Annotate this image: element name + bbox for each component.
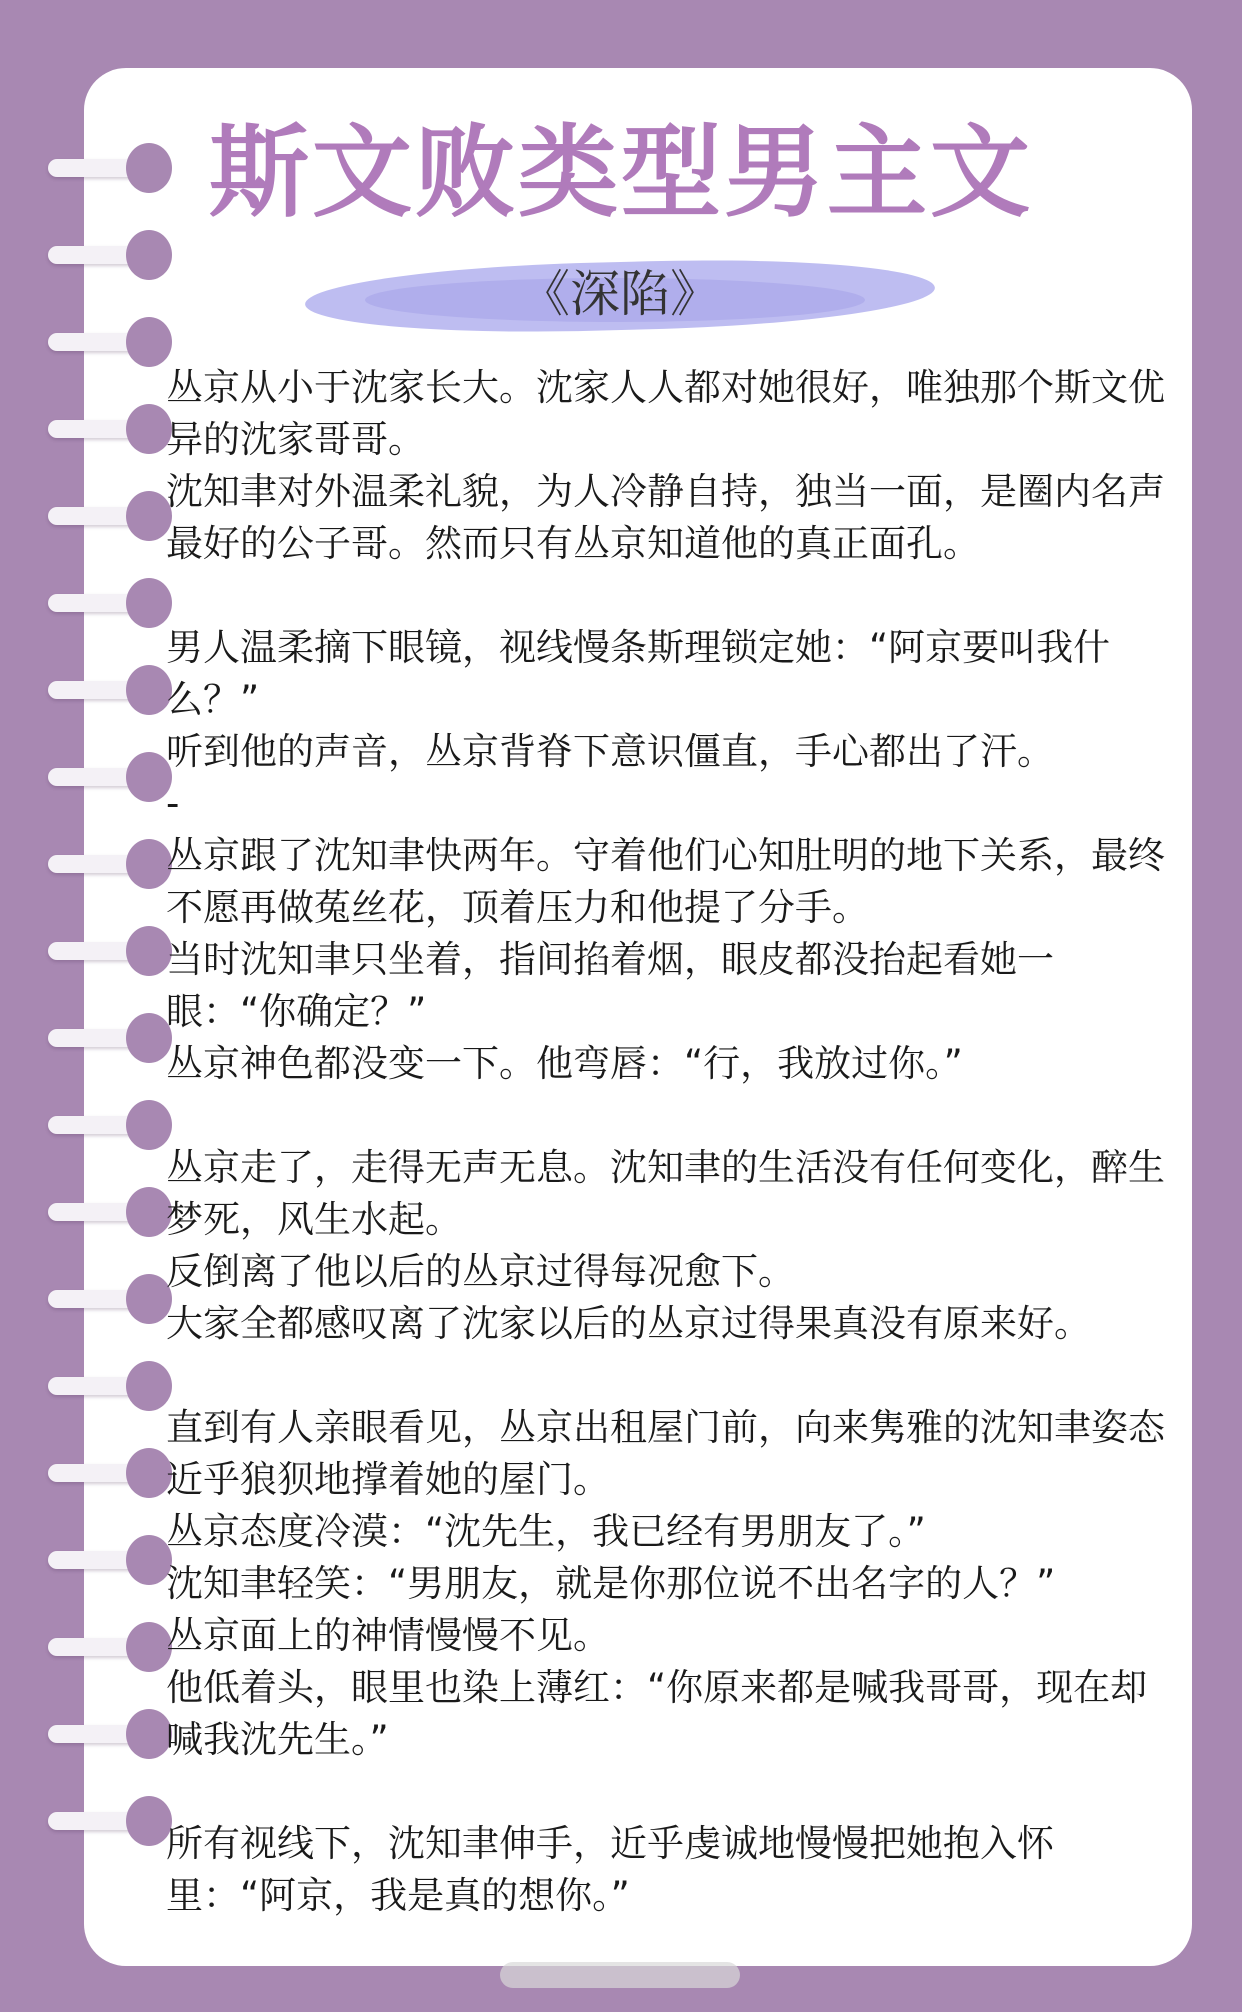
paragraph: 男人温柔摘下眼镜，视线慢条斯理锁定她：“阿京要叫我什么？” [166,626,1111,721]
binding-ring [48,1704,162,1764]
paragraph: 丛京态度冷漠：“沈先生，我已经有男朋友了。” [166,1510,926,1553]
binding-ring [48,1269,162,1329]
page-title: 斯文败类型男主文 [209,114,1033,231]
binding-hole [126,230,172,280]
binding-ring [48,399,162,459]
paragraph: 丛京走了，走得无声无息。沈知聿的生活没有任何变化，醉生梦死，风生水起。 [166,1146,1165,1241]
paragraph: 丛京神色都没变一下。他弯唇：“行，我放过你。” [166,1042,963,1085]
binding-ring [48,1095,162,1155]
paragraph: 当时沈知聿只坐着，指间掐着烟，眼皮都没抬起看她一眼：“你确定？” [166,938,1054,1033]
binding-ring [48,312,162,372]
binding-ring [48,1791,162,1851]
paragraph: 大家全都感叹离了沈家以后的丛京过得果真没有原来好。 [166,1302,1091,1345]
paragraph: 所有视线下，沈知聿伸手，近乎虔诚地慢慢把她抱入怀里：“阿京，我是真的想你。” [166,1822,1054,1917]
paragraph: 他低着头，眼里也染上薄红：“你原来都是喊我哥哥，现在却喊我沈先生。” [166,1666,1148,1761]
paragraph: 丛京从小于沈家长大。沈家人人都对她很好，唯独那个斯文优异的沈家哥哥。 [166,366,1165,461]
subtitle-block [305,244,935,354]
paragraph: 丛京跟了沈知聿快两年。守着他们心知肚明的地下关系，最终不愿再做菟丝花，顶着压力和他提了分手。 [166,834,1165,929]
binding-ring [48,1182,162,1242]
paragraph-gap [166,1350,1176,1402]
paragraph: 沈知聿对外温柔礼貌，为人冷静自持，独当一面，是圈内名声最好的公子哥。然而只有丛京知道他的真正面孔。 [166,470,1165,565]
paragraph: 丛京面上的神情慢慢不见。 [166,1614,610,1657]
binding-ring [48,660,162,720]
paragraph-gap [166,570,1176,622]
paragraph: 听到他的声音，丛京背脊下意识僵直，手心都出了汗。 [166,730,1054,773]
binding-ring [48,486,162,546]
binding-ring [48,573,162,633]
binding-ring [48,1617,162,1677]
binding-ring [48,747,162,807]
story-text [166,362,1176,1922]
watermark [500,1962,740,1988]
binding-ring [48,1443,162,1503]
paragraph: 沈知聿轻笑：“男朋友，就是你那位说不出名字的人？” [166,1562,1056,1605]
paragraph: 直到有人亲眼看见，丛京出租屋门前，向来隽雅的沈知聿姿态近乎狼狈地撑着她的屋门。 [166,1406,1165,1501]
paragraph: 反倒离了他以后的丛京过得每况愈下。 [166,1250,795,1293]
paragraph-gap [166,1090,1176,1142]
book-title: 《深陷》 [520,265,720,323]
binding-hole [126,317,172,367]
paragraph-gap [166,1766,1176,1818]
binding-ring [48,1530,162,1590]
separator-dash: - [166,782,180,825]
binding-ring [48,1356,162,1416]
binding-ring [48,1008,162,1068]
binding-ring [48,834,162,894]
binding-ring [48,921,162,981]
